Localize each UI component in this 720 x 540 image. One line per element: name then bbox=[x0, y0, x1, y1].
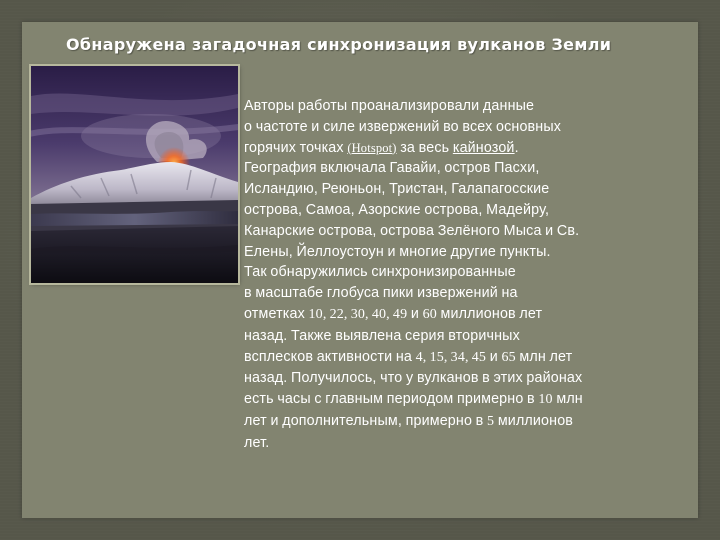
text-line: в масштабе глобуса пики извержений на bbox=[244, 285, 518, 302]
text-fragment: миллионов bbox=[494, 412, 574, 429]
number: 10 bbox=[538, 392, 553, 408]
slide-title: Обнаружена загадочная синхронизация вулканов Земли bbox=[66, 35, 612, 54]
number-list: 10, 22, 30, 40, 49 bbox=[308, 306, 408, 322]
text-line bbox=[244, 389, 698, 411]
text-line: Так обнаружились синхронизированные bbox=[244, 264, 516, 281]
number-list: 4, 15, 34, 45 bbox=[415, 349, 487, 365]
text-line bbox=[244, 347, 698, 369]
text-line bbox=[244, 304, 698, 326]
article-text bbox=[244, 96, 698, 454]
number: 5 bbox=[487, 413, 495, 429]
text-fragment: всплесков активности на bbox=[244, 348, 416, 365]
cenozoic-link[interactable]: кайнозой bbox=[452, 139, 515, 156]
text-fragment: за весь bbox=[396, 139, 453, 156]
text-fragment: горячих точках bbox=[244, 139, 348, 156]
text-line: География включала Гавайи, остров Пасхи, bbox=[244, 160, 540, 177]
content-panel bbox=[22, 22, 698, 518]
text-fragment: млн bbox=[552, 391, 583, 408]
text-line: лет. bbox=[244, 434, 270, 451]
text-fragment: млн лет bbox=[515, 348, 573, 365]
text-line: назад. Получилось, что у вулканов в этих районах bbox=[244, 370, 583, 387]
text-fragment: миллионов лет bbox=[436, 305, 543, 322]
text-line: острова, Самоа, Азорские острова, Мадейру, bbox=[244, 201, 550, 218]
text-line bbox=[244, 411, 698, 433]
text-line: назад. Также выявлена серия вторичных bbox=[244, 327, 520, 344]
text-line: Авторы работы проанализировали данные bbox=[244, 98, 535, 114]
text-fragment: есть часы с главным периодом примерно в bbox=[244, 391, 539, 408]
text-line: Елены, Йеллоустоун и многие другие пункты. bbox=[244, 243, 551, 260]
volcano-photo bbox=[31, 66, 238, 283]
text-line: Канарские острова, острова Зелёного Мыса и Св. bbox=[244, 222, 580, 239]
hotspot-link[interactable]: (Hotspot) bbox=[347, 140, 397, 155]
number: 60 bbox=[422, 306, 437, 322]
text-fragment: . bbox=[514, 139, 519, 156]
text-fragment: лет и дополнительным, примерно в bbox=[244, 412, 488, 429]
text-line: Исландию, Реюньон, Тристан, Галапагосские bbox=[244, 181, 550, 198]
text-fragment: и bbox=[486, 348, 502, 365]
text-fragment: и bbox=[407, 305, 423, 322]
text-line: о частоте и силе извержений во всех основных bbox=[244, 118, 562, 135]
text-line bbox=[244, 138, 698, 159]
number: 65 bbox=[501, 349, 516, 365]
text-fragment: отметках bbox=[244, 305, 309, 322]
